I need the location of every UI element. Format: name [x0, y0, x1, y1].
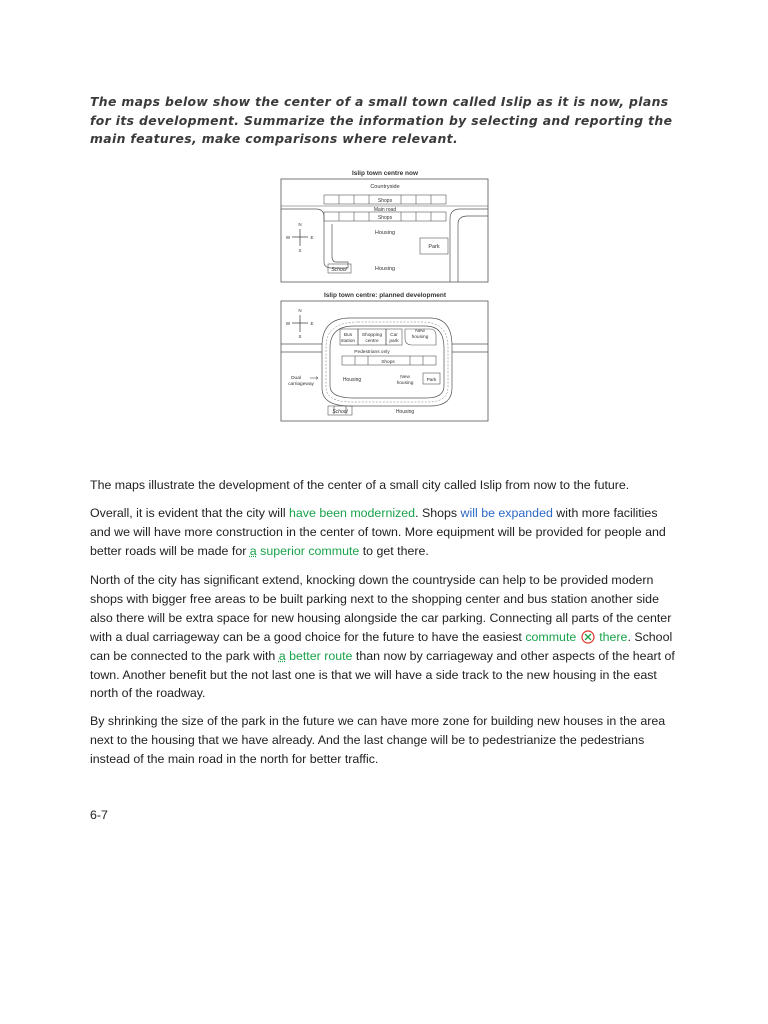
map-planned-park: Park — [426, 378, 437, 383]
map-planned-compass-w: W — [285, 321, 291, 326]
map-planned-bus-1: Bus — [343, 333, 353, 338]
map-now-housing-south: Housing — [374, 266, 396, 272]
map-planned-pedestrians: Pedestrians only — [354, 350, 390, 355]
map-now-compass-w: W — [285, 235, 291, 240]
map-now-road-west — [281, 209, 324, 224]
map-now-road-east — [450, 209, 488, 282]
map-planned-car-2: park — [389, 339, 399, 344]
page-number: 6-7 — [90, 808, 108, 822]
map-planned-newhousing-1: New — [400, 375, 410, 380]
paragraph-2 — [90, 504, 680, 561]
map-now-shops-top: Shops — [377, 198, 393, 204]
map-planned-housing-south: Housing — [395, 409, 415, 415]
map-planned-dual-2: carriageway — [288, 382, 314, 387]
suggestion-will-be-expanded[interactable]: will be expanded — [460, 506, 553, 520]
correction-marker-icon[interactable] — [581, 630, 595, 644]
map-planned-compass-e: E — [310, 321, 314, 326]
para3-text-d: . School can be connected to the park with — [90, 629, 673, 663]
map-now-compass — [286, 222, 314, 253]
map-now-school: School — [331, 267, 347, 273]
map-planned-dual-arrow — [310, 377, 318, 380]
map-now-compass-e: E — [310, 235, 314, 240]
map-planned-newhousing-ne-2: housing — [411, 335, 429, 340]
paragraph-4: By shrinking the size of the park in the future we can have more zone for building new houses in the area next to the housing that we have already. And the last change will be to pedestrianize the pedestrians instead of the main road in the north for better traffic. — [90, 714, 666, 766]
suggestion-article-a-2[interactable]: a — [278, 648, 286, 663]
map-now-park: Park — [428, 244, 440, 250]
map-planned-title: Islip town centre: planned development — [323, 292, 447, 299]
suggestion-article-a[interactable]: a — [249, 543, 257, 558]
suggestion-have-been-modernized[interactable]: have been modernized — [289, 506, 416, 520]
maps-figure — [280, 166, 490, 424]
map-planned-compass — [286, 308, 314, 339]
map-planned-dual-1: Dual — [291, 376, 301, 381]
map-planned-housing: Housing — [342, 377, 362, 383]
map-planned-shopping-2: centre — [365, 339, 379, 344]
para2-text-a: Overall, it is evident that the city will — [90, 506, 290, 520]
suggestion-superior-commute[interactable]: superior commute — [256, 543, 360, 558]
map-planned-compass-n: N — [298, 308, 302, 313]
map-now-title: Islip town centre now — [351, 170, 419, 177]
suggestion-commute[interactable]: commute — [525, 629, 577, 644]
para2-text-c: . Shops — [415, 506, 461, 520]
map-now-housing: Housing — [374, 230, 396, 236]
map-now-countryside: Countryside — [370, 184, 400, 190]
para3-text-a: North of the city has significant extend, knocking down the countryside can help to be provided modern shops with bigger free areas to be built parking next to the shopping center and bus station another side also there will be extra space for new housing alongside the car parking. Connecting all parts of the center with a dual carriageway can be a good choice for the future to have the easiest — [90, 573, 672, 644]
map-planned-shops: Shops — [381, 360, 395, 365]
map-planned-newhousing-ne-1: New — [415, 329, 425, 334]
para2-text-h: to get there. — [359, 543, 429, 558]
paragraph-3 — [90, 571, 680, 703]
map-planned-road-east — [452, 344, 488, 352]
map-now-road-south — [324, 224, 348, 268]
map-now-compass-s: S — [298, 248, 302, 253]
map-now-compass-n: N — [298, 222, 302, 227]
map-planned-school: School — [332, 409, 348, 415]
map-now-main-road: Main road — [373, 207, 397, 213]
map-planned-newhousing-2: housing — [396, 381, 414, 386]
paragraph-1: The maps illustrate the development of the center of a small city called Islip from now to the future. — [90, 478, 630, 492]
para3-text-g: than now by carriageway and other aspects of the heart of town. Another benefit but the not last one is that we will have a side track to the new housing in the east north of the roadway. — [90, 648, 675, 701]
maps-svg — [280, 166, 490, 424]
map-now-shops-bottom: Shops — [377, 215, 393, 221]
para2-text-e: with more facilities and we will have more construction in the center of town. More equipment will be provided for people and better roads will be made for — [90, 506, 666, 558]
suggestion-better-route[interactable]: better route — [285, 648, 353, 663]
map-planned-car-1: Car — [390, 333, 398, 338]
map-planned-road-west — [281, 344, 322, 352]
map-planned-shopping-1: Shopping — [361, 333, 383, 338]
map-planned-compass-s: S — [298, 334, 302, 339]
map-planned-bus-2: station — [340, 339, 356, 344]
task-prompt: The maps below show the center of a small town called Islip as it is now, plans for its development. Summarize the information by selecting and reporting the main features, make comparisons where relevant. — [90, 94, 673, 147]
suggestion-there[interactable]: there — [595, 629, 628, 644]
